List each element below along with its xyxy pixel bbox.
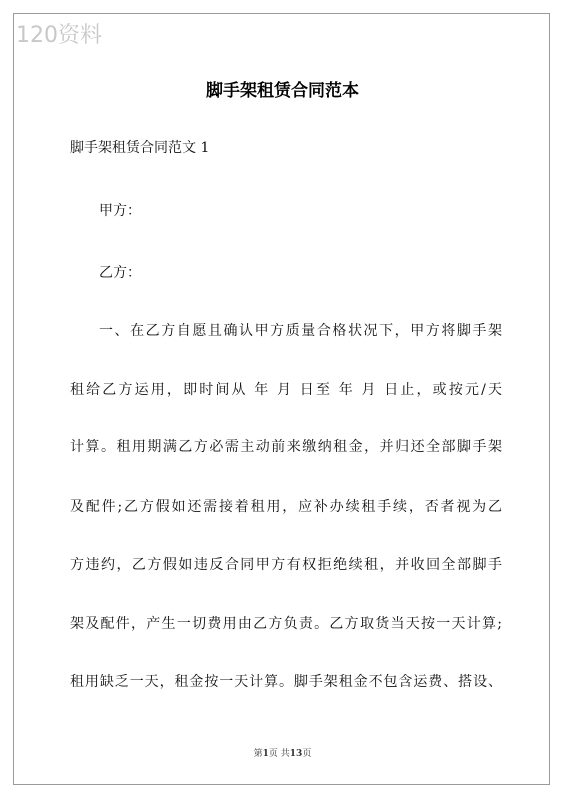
clause-line: 架及配件，产生一切费用由乙方负责。乙方取货当天按一天计算;: [70, 616, 502, 632]
footer-prefix: 第: [253, 749, 263, 759]
watermark-logo: 120资料: [16, 23, 102, 48]
clause-line: 方违约，乙方假如违反合同甲方有权拒绝续租，并收回全部脚手: [70, 557, 502, 573]
footer-mid: 页 共: [268, 749, 290, 759]
page-border: [13, 13, 550, 785]
clause-line: 租用缺乏一天，租金按一天计算。脚手架租金不包含运费、搭设、: [70, 674, 502, 690]
document-title: 脚手架租赁合同范本: [206, 81, 359, 101]
party-b-label: 乙方：: [99, 265, 141, 281]
footer-suffix: 页: [302, 749, 312, 759]
document-subtitle: 脚手架租赁合同范文 1: [70, 140, 210, 156]
clause-line: 租给乙方运用，即时间从 年 月 日至 年 月 日止，或按元/天: [70, 382, 502, 398]
footer-total-pages: 13: [289, 749, 303, 759]
clause-line: 一、在乙方自愿且确认甲方质量合格状况下，甲方将脚手架: [99, 323, 502, 339]
page-footer: [0, 746, 565, 759]
party-a-label: 甲方：: [99, 203, 141, 219]
clause-line: 及配件;乙方假如还需接着租用，应补办续租手续，否者视为乙: [70, 499, 502, 515]
footer-current-page: 1: [262, 749, 269, 759]
clause-line: 计算。租用期满乙方必需主动前来缴纳租金，并归还全部脚手架: [70, 439, 502, 455]
